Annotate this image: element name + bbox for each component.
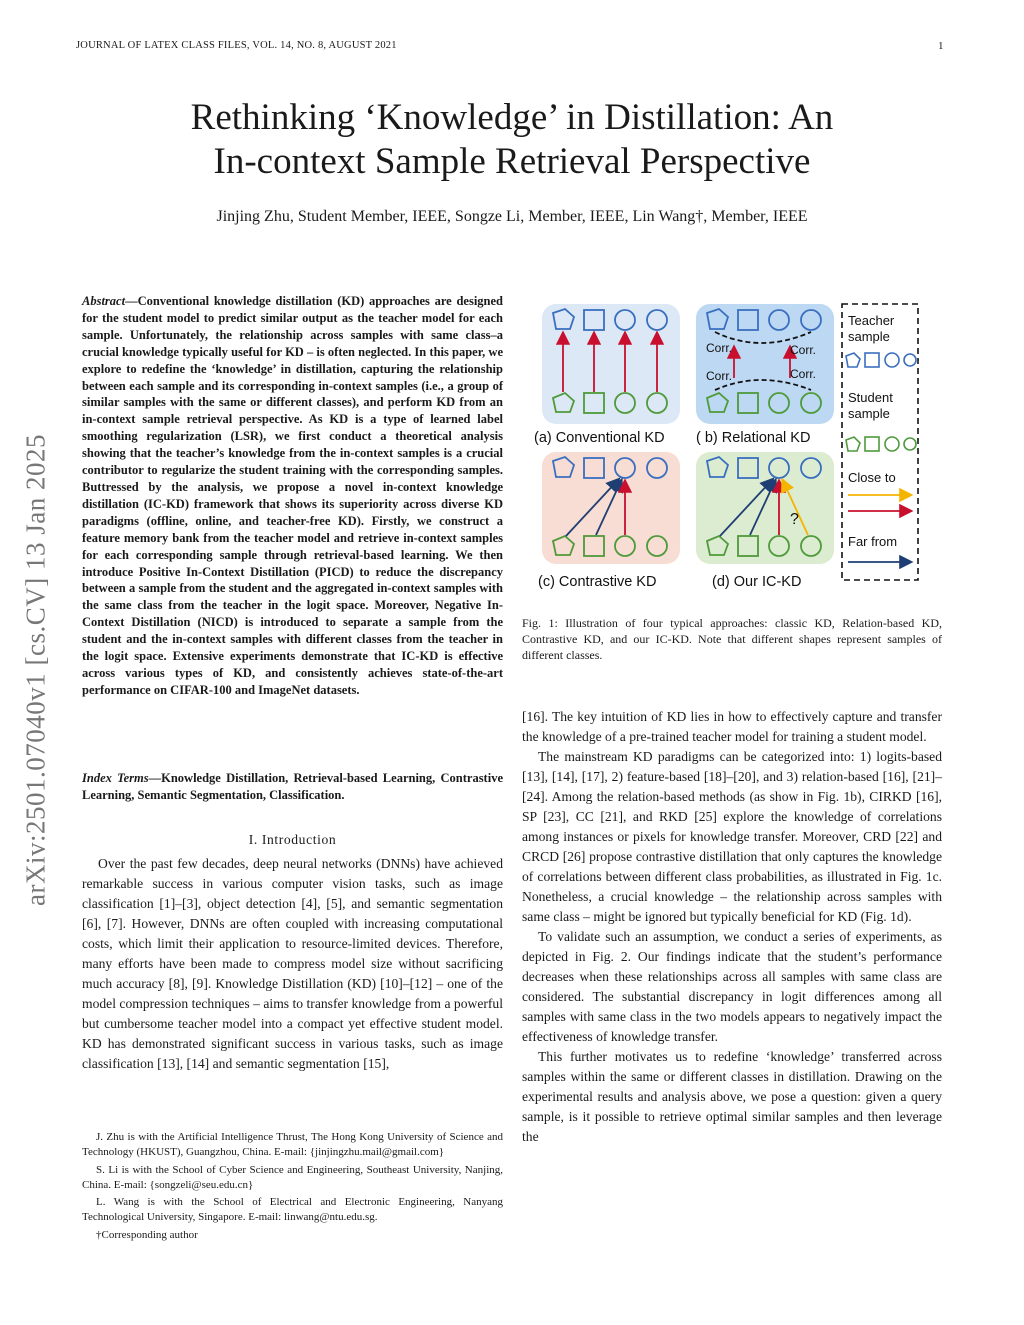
abstract-label: Abstract bbox=[82, 294, 126, 308]
figure-caption: Fig. 1: Illustration of four typical approaches: classic KD, Relation-based KD, Contrastive KD, and our IC-KD. Note that different shapes represent samples of different classes. bbox=[522, 616, 942, 662]
right-paragraph-4: This further motivates us to redefine ‘knowledge’ transferred across samples within the same or different classes in distillation. Drawing on the experimental results and analysis above, we pose a question: given a query sample, is it possible to retrieve optimal similar samples and then leverage the bbox=[522, 1049, 942, 1144]
legend-teacher-line2: sample bbox=[848, 329, 890, 344]
legend-far-label: Far from bbox=[848, 534, 898, 549]
author-list: Jinjing Zhu, Student Member, IEEE, Songze Li, Member, IEEE, Lin Wang†, Member, IEEE bbox=[216, 208, 808, 225]
footnote-wang: L. Wang is with the School of Electrical and Electronic Engineering, Nanyang Technological University, Singapore. E-mail: linwang@ntu.edu.sg. bbox=[82, 1196, 503, 1224]
corr-label: Corr. bbox=[790, 367, 817, 381]
panel-b-label: ( b) Relational KD bbox=[696, 430, 811, 446]
running-header: JOURNAL OF LATEX CLASS FILES, VOL. 14, NO. 8, AUGUST 2021 bbox=[76, 40, 397, 51]
arxiv-stamp bbox=[6, 380, 66, 960]
panel-c-label: (c) Contrastive KD bbox=[538, 574, 657, 590]
abstract bbox=[82, 293, 503, 699]
index-terms-label: Index Terms bbox=[82, 771, 149, 785]
title-line-1: Rethinking ‘Knowledge’ in Distillation: An bbox=[190, 97, 834, 138]
figure-1-diagram bbox=[520, 298, 930, 596]
legend-student-line2: sample bbox=[848, 406, 890, 421]
legend-teacher-line1: Teacher bbox=[848, 313, 895, 328]
panel-b-bg bbox=[696, 304, 834, 424]
right-column-body bbox=[522, 707, 942, 1147]
footnote-li: S. Li is with the School of Cyber Science and Engineering, Southeast University, Nanjing, China. E-mail: {songzeli@seu.edu.cn} bbox=[82, 1163, 503, 1191]
question-mark: ? bbox=[790, 511, 799, 528]
intro-paragraph: Over the past few decades, deep neural networks (DNNs) have achieved remarkable success in various computer vision tasks, such as image classification [1]–[3], object detection [4], [5], and semantic segmentation [6], [7]. However, DNNs are often coupled with increasing computational costs, which limit their application to resource-limited devices. Therefore, many efforts have been made to compress model size without sacrificing much accuracy [8], [9]. Knowledge Distillation (KD) [10]–[12] – one of the model compression techniques – aims to transfer knowledge from a powerful but cumbersome teacher model into a compact yet effective student model. KD has demonstrated significant success in various tasks, such as image classification [13], [14] and semantic segmentation [15], bbox=[82, 856, 503, 1071]
legend-student-line1: Student bbox=[848, 390, 893, 405]
footnotes bbox=[82, 1130, 503, 1245]
corr-label: Corr. bbox=[706, 369, 733, 383]
right-paragraph-3: To validate such an assumption, we conduct a series of experiments, as depicted in Fig. 2. Our findings indicate that the student’s performance decreases when these relationships across all samples with same class are considered. The substantial discrepancy in logit differences among all samples with same class in the two models appears to negatively impact the effectiveness of knowledge transfer. bbox=[522, 929, 942, 1044]
figure-legend bbox=[842, 304, 918, 580]
right-paragraph-1: [16]. The key intuition of KD lies in how to effectively capture and transfer the knowledge of a pre-trained teacher model for training a student model. bbox=[522, 709, 942, 744]
index-terms-text: —Knowledge Distillation, Retrieval-based Learning, Contrastive Learning, Semantic Segmentation, Classification. bbox=[82, 771, 503, 802]
intro-body bbox=[82, 854, 503, 1074]
legend-close-label: Close to bbox=[848, 470, 896, 485]
arxiv-id: arXiv:2501.07040v1 [cs.CV] 13 Jan 2025 bbox=[20, 434, 51, 906]
corr-label: Corr. bbox=[790, 343, 817, 357]
corr-label: Corr. bbox=[706, 341, 733, 355]
title-line-2: In-context Sample Retrieval Perspective bbox=[213, 141, 811, 182]
index-terms bbox=[82, 770, 503, 804]
footnote-corresponding: †Corresponding author bbox=[96, 1228, 198, 1241]
paper-title bbox=[80, 96, 944, 184]
panel-d-bg bbox=[696, 452, 834, 564]
panel-c-bg bbox=[542, 452, 680, 564]
abstract-text: —Conventional knowledge distillation (KD) approaches are designed for the student model to predict similar output as the teacher model for each sample. Unfortunately, the relationship across samples with same class–a crucial knowledge typically useful for KD – is often neglected. In this paper, we explore to redefine the ‘knowledge’ in distillation, capturing the relationship between each sample and its corresponding in-context samples (i.e., a group of similar samples with the same or different classes), and perform KD from an in-context sample retrieval perspective. As KD is a type of learned label smoothing regularization (LSR), we first conduct a theoretical analysis showing that the teacher’s knowledge from the in-context samples is a crucial contributor to regularize the student training with the corresponding samples. Buttressed by the analysis, we propose a novel in-context knowledge distillation (IC-KD) framework that shows its superiority across diverse KD paradigms (offline, online, and teacher-free KD). Firstly, we construct a feature memory bank from the teacher model and retrieve in-context samples for each corresponding sample through retrieval-based learning. We then introduce Positive In-Context Distillation (PICD) to reduce the discrepancy between a sample from the student and the aggregated in-context samples with the same class from the teacher in the logit space. Moreover, Negative In-Context Distillation (NICD) is introduced to separate a sample from the student and the in-context samples with different classes from the teacher in the logit space. Extensive experiments demonstrate that IC-KD is effective across various types of KD, and consistently achieves state-of-the-art performance on CIFAR-100 and ImageNet datasets. bbox=[82, 294, 503, 697]
right-paragraph-2: The mainstream KD paradigms can be categorized into: 1) logits-based [13], [14], [17], 2) feature-based [18]–[20], and 3) relation-based [16], [21]–[24]. Among the relation-based methods (as show in Fig. 1b), CIRKD [16], SP [23], CC [21], and RKD [25] explore the knowledge of correlations among instances or pixels for knowledge transfer. Moreover, CRD [22] and CRCD [26] propose contrastive distillation that only captures the knowledge of correlations between different class probabilities, as illustrated in Fig. 1c. Nonetheless, a crucial knowledge – the relationship across samples with same class – might be ignored but typically beneficial for KD (Fig. 1d). bbox=[522, 749, 942, 924]
figure-1 bbox=[520, 298, 930, 596]
section-heading: I. Introduction bbox=[248, 832, 337, 847]
legend-student-shapes bbox=[846, 437, 916, 451]
panel-a-label: (a) Conventional KD bbox=[534, 430, 665, 446]
legend-teacher-shapes bbox=[846, 353, 916, 367]
panel-d-label: (d) Our IC-KD bbox=[712, 574, 802, 590]
footnote-zhu: J. Zhu is with the Artificial Intelligence Thrust, The Hong Kong University of Science and Technology (HKUST), Guangzhou, China. E-mail: {jinjingzhu.mail@gmail.com} bbox=[82, 1131, 503, 1159]
page-number: 1 bbox=[938, 40, 944, 52]
